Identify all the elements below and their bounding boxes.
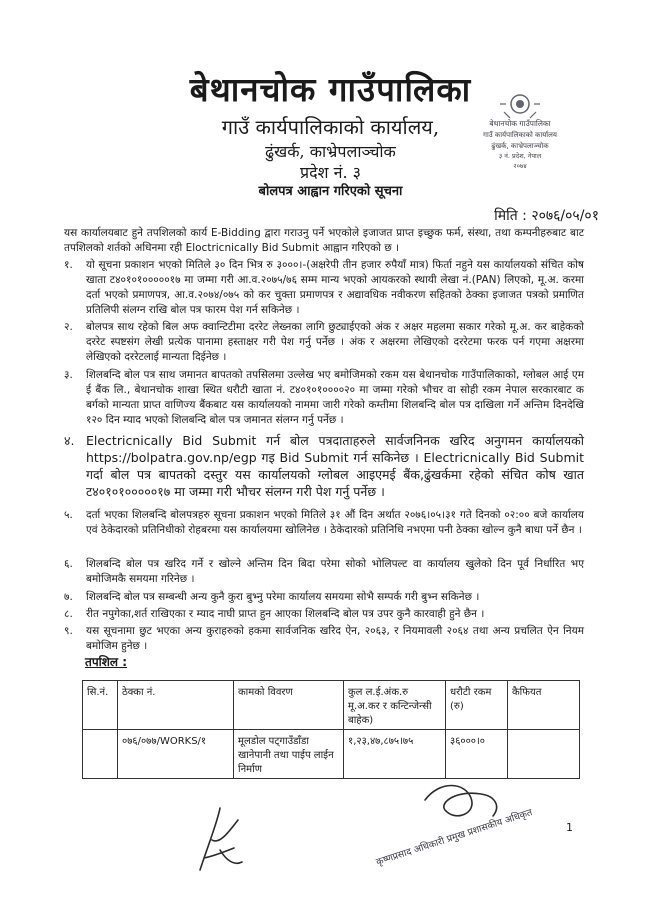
seal-line-5: २०७४: [513, 162, 527, 170]
table-cell: १,२३,४७,८७५।७५: [344, 730, 446, 779]
clause-number: २.: [64, 321, 73, 333]
clause-number: ६.: [64, 558, 73, 570]
seal-line-1: बेथानचोक गाउँपालिका: [489, 119, 551, 128]
office-name: गाउँ कार्यपालिकाको कार्यालय,: [221, 115, 440, 139]
clause-number: १.: [64, 259, 73, 271]
column-header: कैफियत: [508, 681, 580, 730]
tender-table: [82, 680, 580, 779]
clause-number: ७.: [64, 591, 73, 603]
clause-text: बोलपत्र साथ रहेको बिल अफ क्वान्टिटीमा दररेट लेख्नका लागि छुट्याईएको अंक र अक्षर महलमा सकार गरेको मू.अ. कर बाहेकको दररेट स्पष्टसंग लेखी प्रत्येक पानामा हस्ताक्षर गरी पेश गर्नु पर्नेछ । अंक र अक्षरमा लेखिएको दररेटमा फरक पर्न गएमा अक्षरमा लेखिएको दररेटलाई मान्यता दिईनेछ ।: [86, 321, 584, 363]
clause-text: शिलबन्दि बोल पत्र खरिद गर्ने र खोल्ने अन्तिम दिन बिदा परेमा सोको भोलिपल्ट वा कार्यालय खुलेको दिन पूर्व निर्धारित भए बमोजिमकै समयमा गरिनेछ ।: [86, 558, 584, 585]
clause-number: ५.: [64, 509, 73, 521]
column-header: सि.नं.: [83, 681, 118, 730]
clause-number: ३.: [64, 369, 73, 381]
seal-line-4: ३ नं. प्रदेश, नेपाल: [498, 152, 542, 160]
seal-line-2: गाउँ कार्यपालिकाको कार्यालय: [483, 131, 557, 139]
table-cell: [83, 730, 118, 779]
schedule-label: तपशिल :: [85, 655, 128, 669]
column-header: ठेक्का नं.: [118, 681, 234, 730]
intro-paragraph: यस कार्यालयबाट हुने तपशिलको कार्य E-Bidding द्वारा गराउनु पर्ने भएकोले इजाजत प्राप्त इच्छुक फर्म, संस्था, तथा कम्पनीहरुबाट बाट तपशिलको शर्तको अधिनमा रही Eloctricnically Bid Submit आह्वान गरिएको छ ।: [64, 227, 584, 254]
clause-text: यस सूचनामा छुट भएका अन्य कुराहरुको हकमा सार्वजनिक खरिद ऐन, २०६३, र नियमावली २०६४ तथा अन्य प्रचलित ऐन नियम बमोजिम हुनेछ ।: [86, 625, 584, 652]
page-number: 1: [566, 821, 573, 834]
province-line: प्रदेश नं. ३: [300, 163, 361, 182]
table-header-row: [83, 681, 580, 730]
clause-text: शिलबन्दि बोल पत्र सम्बन्धी अन्य कुनै कुरा बुभ्नु परेमा कार्यालय समयमा सोभै सम्पर्क गरी बुभ्न सकिनेछ ।: [86, 591, 480, 603]
clause-number: ४.: [64, 433, 75, 448]
clause-text: शिलबन्दि बोल पत्र साथ जमानत बापतको तपसिलमा उल्लेख भए बमोजिमको रकम यस बेथानचोक गाउँपालिकाको, ग्लोबल आई एम ई बैंक लि., बेथानचोक शाखा स्थित धरौटी खाता नं. ट४०१०१००००२० मा जम्मा गरेको भौचर वा सोही रकम नेपाल सरकारबाट क बर्गको मान्यता प्राप्त वाणिज्य बैंकबाट यस कार्यालयको नाममा जारी गरेको कम्तीमा शिलबन्दि बोल पत्र दाखिला गर्ने अन्तिम दिनदेखि १२० दिन म्याद भएको शिलबन्दि बोल पत्र जमानत संलग्न गर्नु पर्नेछ ।: [86, 369, 584, 426]
column-header: धरौटी रकम (रु): [446, 681, 508, 730]
clause-number: ९.: [64, 625, 73, 637]
clause-text: दर्ता भएका शिलबन्दि बोलपत्रहरु सूचना प्रकाशन भएको मितिले ३१ औं दिन अर्थात २०७६।०५।३१ गते दिनको ०२:०० बजे कार्यालय एवं ठेकेदारको प्रतिनिधीको रोहबरमा यस कार्यालयमा खोलिनेछ । ठेकेदारको प्रतिनिधि नभएमा पनी ठेक्का खोल्न कुनै बाधा पर्ने छैन ।: [86, 509, 584, 536]
clause-text: Electricnically Bid Submit गर्न बोल पत्रदाताहरुले सार्वजनिनक खरिद अनुगमन कार्यालयको https://bolpatra.gov.np/egp गइ Bid Submit गर्न सकिनेछ । Electricnically Bid Submit गर्दा बोल पत्र बापतको दस्तुर यस कार्यालयको ग्लोबल आइएमई बैंक,ढुंखर्कमा रहेको संचित कोष खात ट४०१०१०००००१७ मा जम्मा गरी भौचर संलग्न गरी पेश गर्नु पर्नेछ ।: [86, 433, 584, 499]
notice-date: मिति : २०७६/०५/०१: [494, 208, 599, 224]
table-cell: मूलडोल पट्गाउँडाँडा खानेपानी तथा पाईप लाईन निर्माण: [234, 730, 344, 779]
column-header: कामको विवरण: [234, 681, 344, 730]
office-address: ढुंखर्क, काभ्रेपलाञ्चोक: [265, 142, 396, 161]
clause-number: ८.: [64, 608, 73, 620]
clause-text: रीत नपुगेका,शर्त राखिएका र म्याद नाघी प्राप्त हुन आएका शिलबन्दि बोल पत्र उपर कुनै कारवाही हुने छैन ।: [86, 608, 485, 620]
notice-title: बोलपत्र आह्वान गरिएको सूचना: [258, 184, 403, 199]
column-header: कुल ल.ई.अंक.रु मू.अ.कर र कन्टिन्जेन्सी बाहेक): [344, 681, 446, 730]
clause-text: यो सूचना प्रकाशन भएको मितिले ३० दिन भित्र रु ३०००।-(अक्षरेपी तीन हजार रुपैयाँ मात्र) फिर्ता नहुने यस कार्यालयको संचित कोष खाता ट४०१०१०००००१७ मा जम्मा गरी आ.व.२०७५/७६ सम्म मान्य भएको आयकरको स्थायी लेखा नं.(PAN) लिएको, मू.अ. करमा दर्ता भएको प्रमाणपत्र, आ.व.२०७४/०७५ को कर चुक्ता प्रमाणपत्र र अद्यावधिक नवीकरण सहितको ठेक्का इजाजत पत्रको प्रमाणित प्रतिलिपी संलग्न राखि बोल पत्र फारम पेश गर्न सकिनेछ ।: [86, 259, 584, 316]
municipality-title: बेथानचोक गाउँपालिका: [189, 70, 472, 109]
table-cell: ०७६/०७७/WORKS/१: [118, 730, 234, 779]
table-cell: ३६०००।०: [446, 730, 508, 779]
seal-line-3: ढुंखर्क, काभ्रेपलाञ्चोक: [491, 142, 549, 150]
signature-stamp-text: कृष्णप्रसाद अधिकारी प्रमुख प्रशासकीय अधिकृत: [374, 807, 534, 869]
official-seal: [470, 90, 570, 176]
signature-initials: [190, 800, 250, 880]
officer-signature-stamp: [374, 770, 534, 880]
